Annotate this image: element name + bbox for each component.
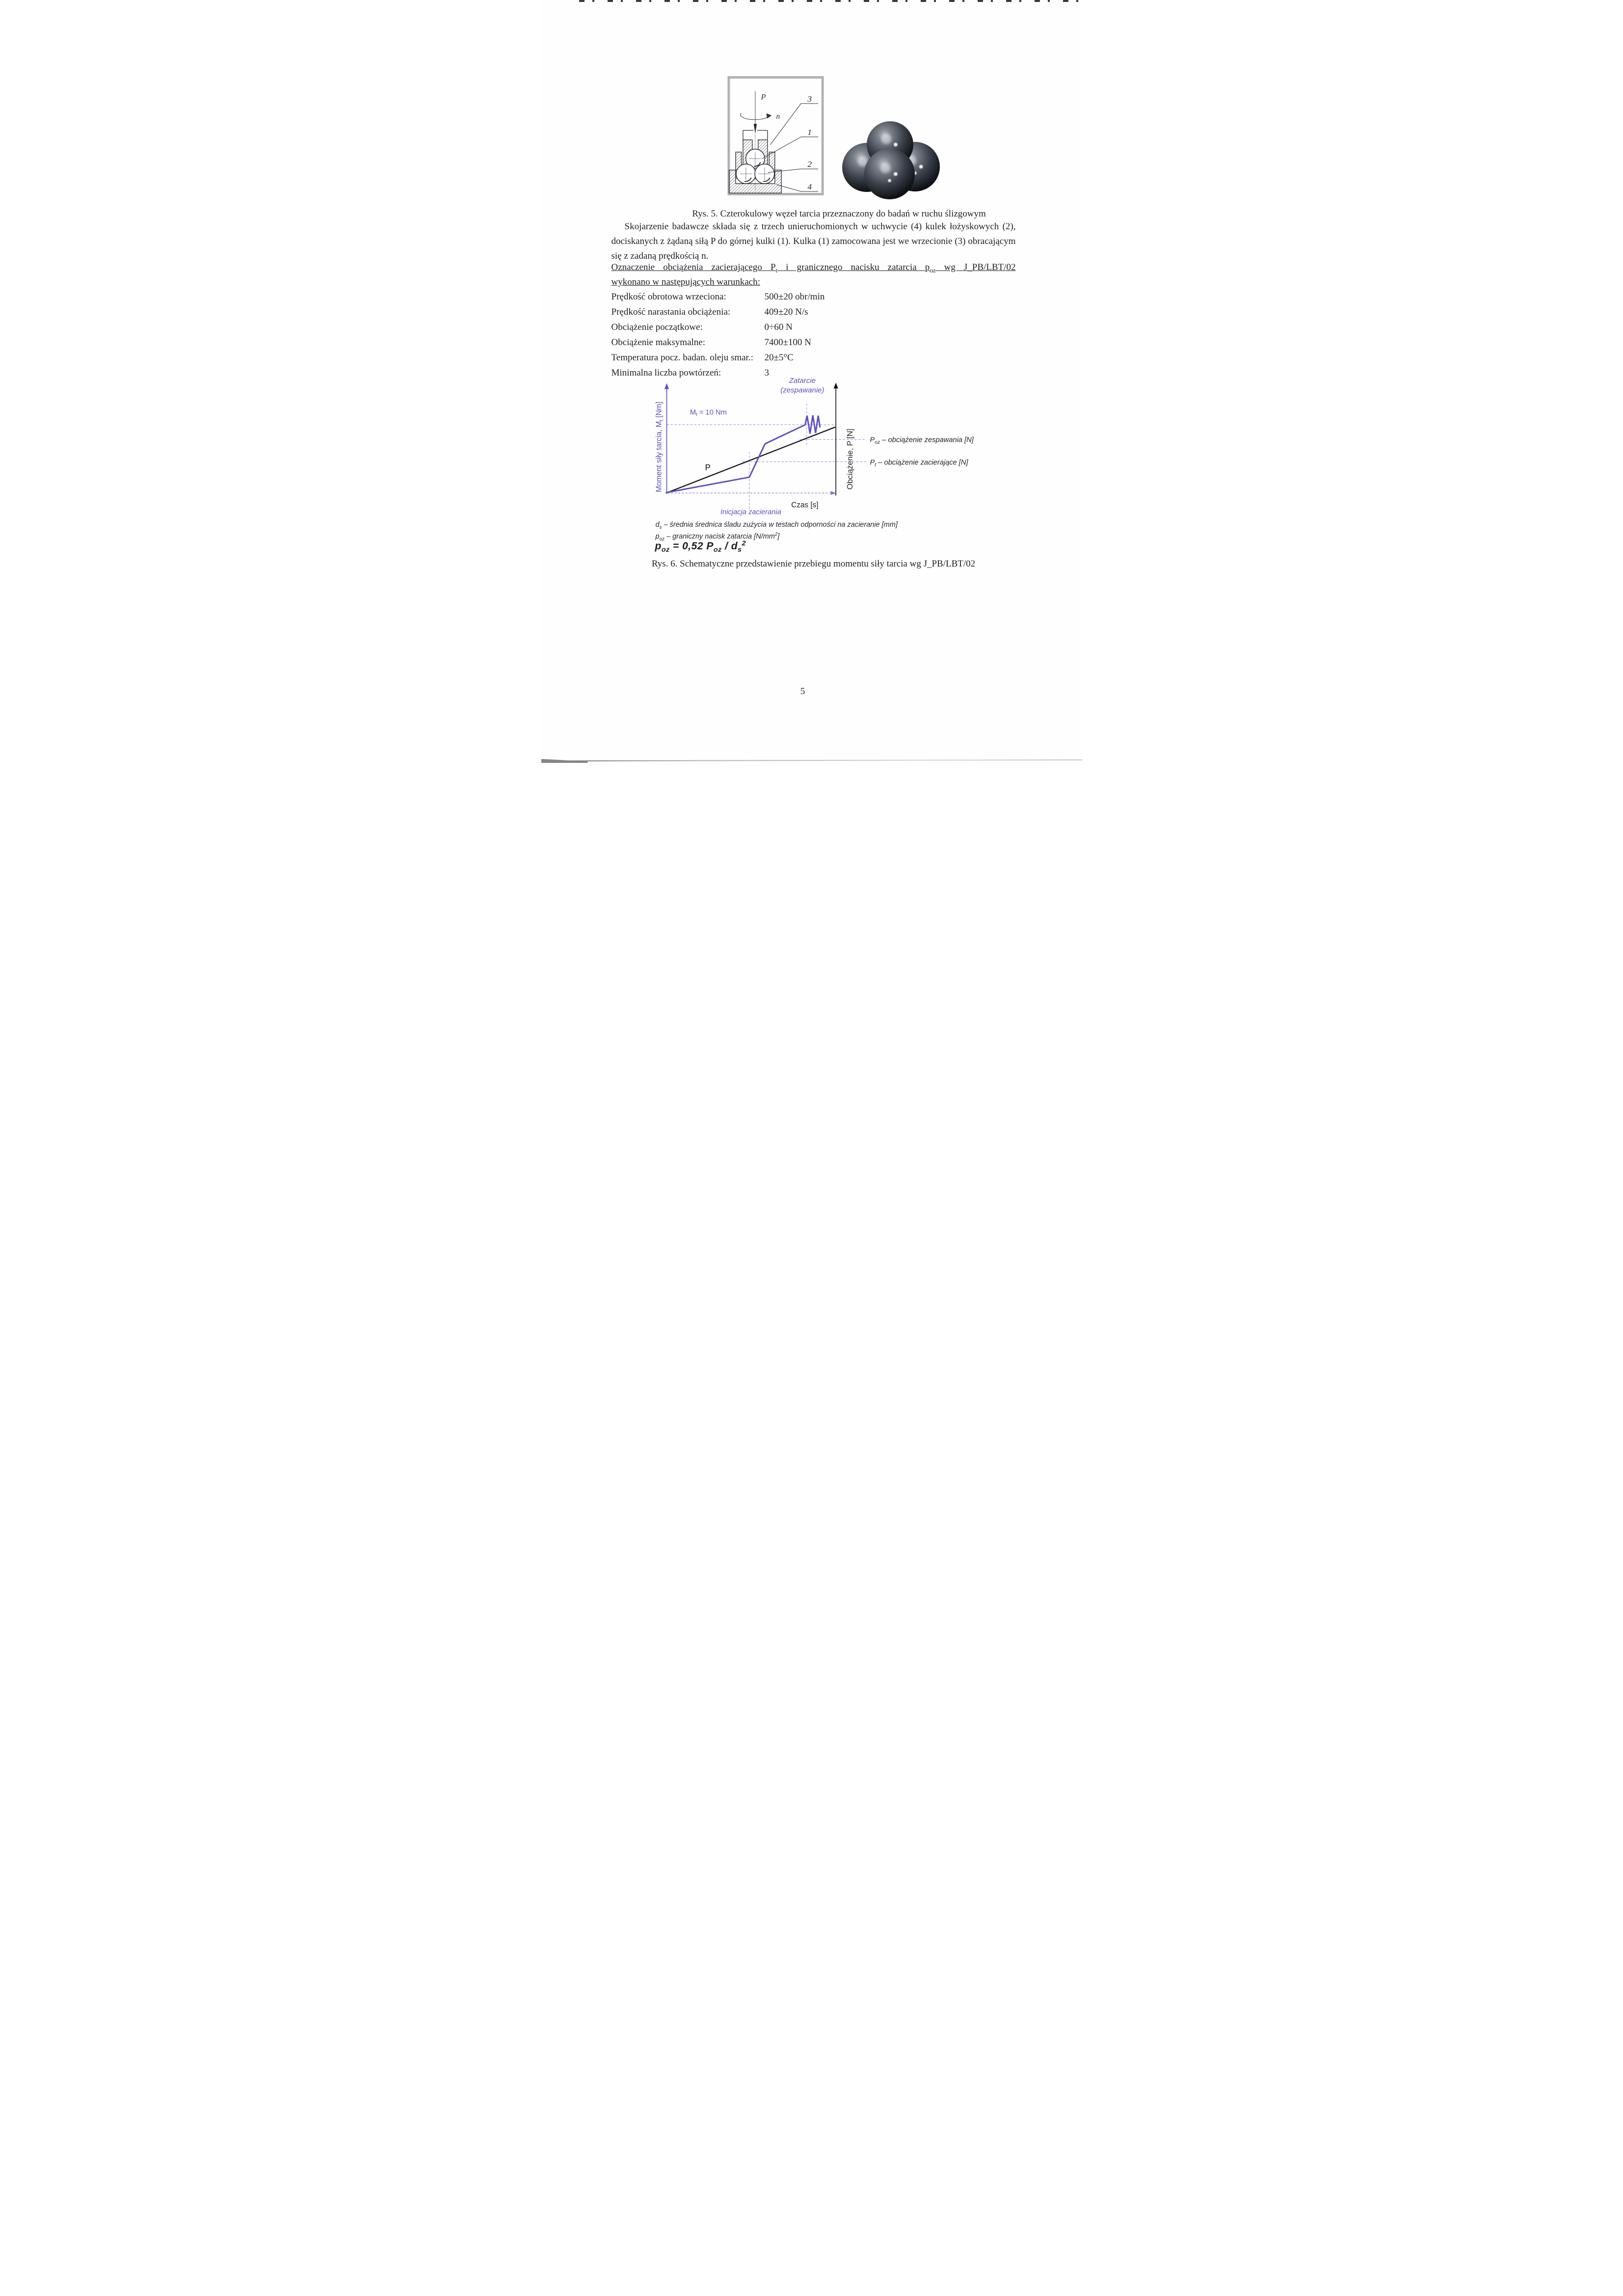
force-label: P	[761, 93, 766, 102]
conditions-heading-line2: wykonano w następujących warunkach:	[611, 277, 760, 287]
load-line-label: P	[705, 462, 711, 472]
inicjacja-annotation: Inicjacja zacierania	[720, 508, 781, 516]
body-paragraph: Skojarzenie badawcze składa się z trzech unieruchomionych w uchwycie (4) kulek łożyskowych (2), dociskanych z żądaną siłą P do górnej kulki (1). Kulka (1) zamocowana jest we wrzecionie (3) obracającym się z zadaną prędkością n.	[611, 221, 1016, 261]
pt-annotation: $P_t$ – obciążenie zacierające [N]	[870, 459, 968, 468]
load-line-P	[665, 427, 835, 493]
condition-label: Prędkość narastania obciążenia:	[611, 307, 731, 317]
condition-value: 409±20 N/s	[764, 307, 808, 317]
zatarcie-annotation-line1: Zatarcie	[789, 377, 816, 385]
right-axis-label: Obciążenie, P [N]	[846, 429, 854, 490]
condition-label: Obciążenie początkowe:	[611, 322, 703, 332]
condition-row	[612, 350, 1016, 365]
bearing-balls-photo	[841, 121, 939, 199]
zatarcie-annotation-line2: (zespawanie)	[780, 386, 824, 395]
conditions-heading	[612, 260, 1016, 290]
force-arrow-head	[753, 124, 757, 134]
conditions-heading-line1: Oznaczenie obciążenia zacierającego $P_t$ i granicznego nacisku zatarcia $p_{oz}$ wg J_PB/LBT/02	[611, 262, 1016, 274]
definition-poz: $p_{oz}$ – graniczny nacisk zatarcia $[N/mm^2]$	[655, 532, 780, 542]
conditions-list	[612, 289, 1016, 380]
condition-label: Obciążenie maksymalne:	[611, 337, 706, 348]
four-ball-tester-diagram	[727, 76, 824, 195]
friction-moment-curve	[665, 415, 820, 493]
condition-value: 0÷60 N	[764, 322, 793, 332]
callout-3: 3	[807, 94, 812, 104]
x-axis-arrow	[830, 491, 836, 495]
condition-row	[612, 320, 1016, 335]
bearing-ball-image	[864, 149, 915, 199]
rotation-label: n	[775, 112, 780, 121]
left-axis-label: Moment siły tarcia, $M_t$ [Nm]	[655, 402, 665, 492]
condition-value: 7400±100 N	[764, 337, 811, 348]
left-y-axis-arrow	[664, 383, 668, 389]
condition-value: 3	[764, 368, 769, 378]
friction-moment-chart	[644, 376, 1026, 523]
rotation-arrow-head	[766, 113, 772, 118]
poz-formula: $p_{oz} = 0,52$ $P_{oz} / d_s^2$	[655, 540, 746, 554]
callout-1: 1	[807, 127, 812, 137]
condition-value: 20±5°C	[764, 352, 794, 363]
mt10-annotation: $M_t = 10$ Nm	[690, 408, 727, 418]
condition-row	[612, 304, 1016, 320]
figure6-caption: Rys. 6. Schematyczne przedstawienie przebiegu momentu siły tarcia wg J_PB/LBT/02	[651, 559, 976, 569]
condition-row	[612, 335, 1016, 350]
rotation-arc	[740, 113, 768, 119]
figure5-caption: Rys. 5. Czterokulowy węzeł tarcia przeznaczony do badań w ruchu ślizgowym	[692, 209, 986, 219]
poz-annotation: $P_{oz}$ – obciążenie zespawania [N]	[870, 436, 974, 445]
condition-label: Minimalna liczba powtórzeń:	[611, 368, 721, 378]
page-number: 5	[800, 686, 805, 697]
condition-label: Temperatura pocz. badan. oleju smar.:	[611, 352, 753, 363]
callout-2: 2	[807, 160, 812, 169]
scanner-edge-artifact-top	[579, 0, 1082, 2]
condition-value: 500±20 obr/min	[764, 292, 825, 302]
scanned-document-page	[541, 0, 1082, 765]
definition-ds: $d_s$ – średnia średnica śladu zużycia w testach odporności na zacieranie [mm]	[655, 521, 898, 530]
right-y-axis-arrow	[833, 382, 838, 388]
condition-label: Prędkość obrotowa wrzeciona:	[611, 292, 726, 302]
scanner-edge-artifact-bottom	[541, 759, 1082, 761]
callout-4: 4	[807, 182, 812, 192]
x-axis-label: Czas [s]	[791, 501, 819, 510]
condition-row	[612, 289, 1016, 304]
